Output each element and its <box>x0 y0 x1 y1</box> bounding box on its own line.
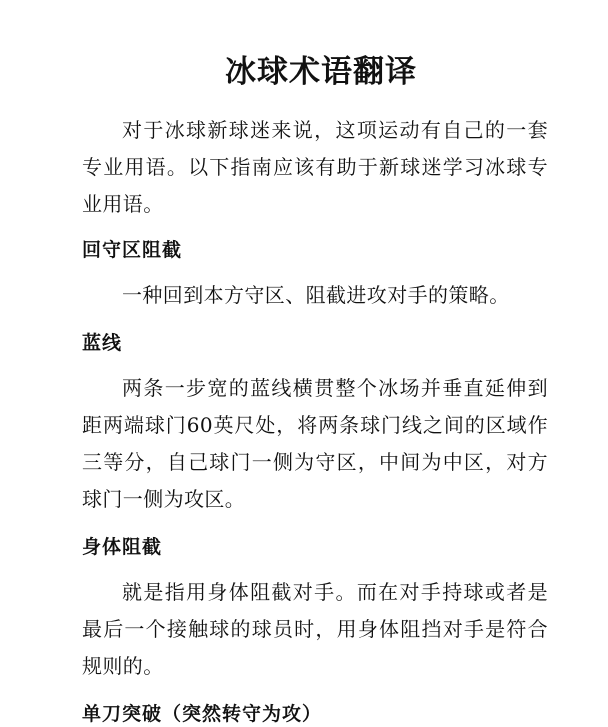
document-title: 冰球术语翻译 <box>225 54 417 90</box>
section-text-back-check: 一种回到本方守区、阻截进攻对手的策略。 <box>122 283 510 307</box>
section-heading-breakaway: 单刀突破（突然转守为攻） <box>82 703 323 725</box>
section-text-body-check: 就是指用身体阻截对手。而在对手持球或者是最后一个接触球的球员时，用身体阻挡对手是符合规则的。 <box>82 580 548 678</box>
section-heading-back-check: 回守区阻截 <box>82 239 183 261</box>
section-heading-blue-line: 蓝线 <box>82 332 123 354</box>
section-heading-body-check: 身体阻截 <box>82 536 163 558</box>
intro-paragraph: 对于冰球新球迷来说，这项运动有自己的一套专业用语。以下指南应该有助于新球迷学习冰球专业用语。 <box>82 118 548 216</box>
section-text-blue-line: 两条一步宽的蓝线横贯整个冰场并垂直延伸到距两端球门60英尺处，将两条球门线之间的区域作三等分，自己球门一侧为守区，中间为中区，对方球门一侧为攻区。 <box>82 376 548 511</box>
